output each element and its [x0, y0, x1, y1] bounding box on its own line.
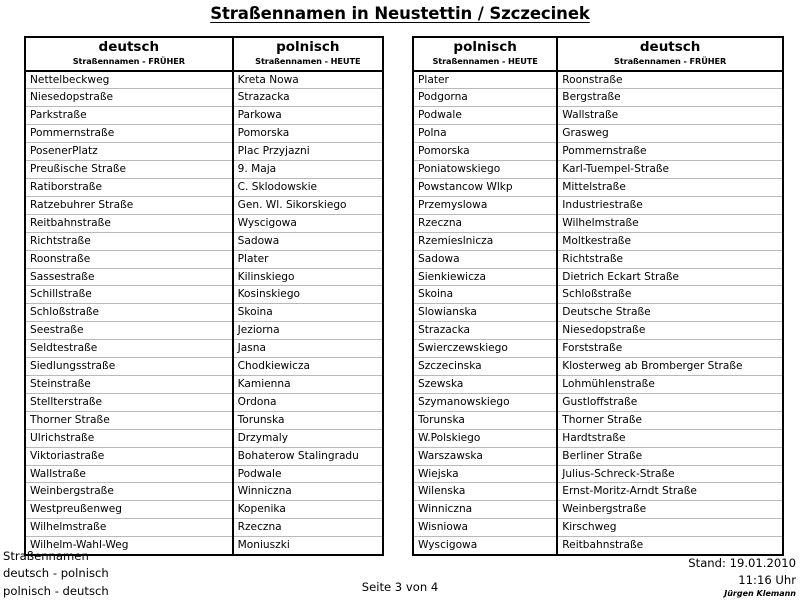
table-cell: Hardtstraße	[557, 429, 783, 447]
table-row	[25, 519, 383, 537]
table-cell: Westpreußenweg	[25, 501, 233, 519]
table-cell: Kosinskiego	[233, 286, 383, 304]
author-signature: Jürgen Klemann	[724, 589, 796, 598]
table-cell: Kilinskiego	[233, 268, 383, 286]
table-body	[25, 71, 383, 555]
table-header-row	[25, 37, 383, 71]
table-row	[413, 161, 783, 179]
table-cell: Przemyslowa	[413, 196, 557, 214]
table-row	[25, 268, 383, 286]
table-row	[25, 250, 383, 268]
table-cell: Kreta Nowa	[233, 71, 383, 89]
table-cell: Wyscigowa	[413, 537, 557, 555]
table-cell: Chodkiewicza	[233, 358, 383, 376]
table-row	[413, 250, 783, 268]
table-cell: Gen. Wl. Sikorskiego	[233, 196, 383, 214]
table-cell: Slowianska	[413, 304, 557, 322]
column-header-title: deutsch	[639, 39, 701, 55]
table-cell: 9. Maja	[233, 161, 383, 179]
column-header-subtitle: Straßennamen - FRÜHER	[72, 55, 185, 66]
table-cell: Podwale	[233, 465, 383, 483]
page-indicator: Seite 3 von 4	[361, 580, 439, 594]
table-cell: Plac Przyjazni	[233, 143, 383, 161]
table-cell: Dietrich Eckart Straße	[557, 268, 783, 286]
table-row	[25, 411, 383, 429]
column-header-polnisch	[233, 37, 383, 71]
column-header-deutsch	[557, 37, 783, 71]
table-cell: C. Sklodowskie	[233, 179, 383, 197]
table-row	[25, 143, 383, 161]
table-row	[413, 465, 783, 483]
tables-container	[0, 36, 800, 556]
table-cell: Ordona	[233, 393, 383, 411]
table-cell: Karl-Tuempel-Straße	[557, 161, 783, 179]
table-cell: Moniuszki	[233, 537, 383, 555]
table-cell: Wallstraße	[557, 107, 783, 125]
table-cell: Ulrichstraße	[25, 429, 233, 447]
table-row	[413, 429, 783, 447]
table-cell: Thorner Straße	[25, 411, 233, 429]
table-cell: Jasna	[233, 340, 383, 358]
table-row	[25, 447, 383, 465]
table-cell: Sassestraße	[25, 268, 233, 286]
table-cell: Winniczna	[413, 501, 557, 519]
table-cell: Plater	[233, 250, 383, 268]
column-header-subtitle: Straßennamen - HEUTE	[432, 55, 538, 66]
table-cell: Schloßstraße	[25, 304, 233, 322]
table-row	[25, 196, 383, 214]
table-cell: Schloßstraße	[557, 286, 783, 304]
table-row	[413, 89, 783, 107]
table-row	[413, 375, 783, 393]
table-cell: Sadowa	[233, 232, 383, 250]
table-row	[413, 519, 783, 537]
table-cell: Strazacka	[413, 322, 557, 340]
table-cell: Seestraße	[25, 322, 233, 340]
table-cell: Mittelstraße	[557, 179, 783, 197]
column-header-subtitle: Straßennamen - HEUTE	[255, 55, 361, 66]
table-cell: Ernst-Moritz-Arndt Straße	[557, 483, 783, 501]
table-row	[25, 322, 383, 340]
table-cell: Wallstraße	[25, 465, 233, 483]
table-row	[413, 286, 783, 304]
table-row	[25, 286, 383, 304]
table-cell: Wilhelmstraße	[557, 214, 783, 232]
table-cell: Parkowa	[233, 107, 383, 125]
table-row	[413, 125, 783, 143]
table-row	[413, 447, 783, 465]
street-name-table	[412, 36, 784, 556]
table-row	[25, 375, 383, 393]
table-row	[413, 483, 783, 501]
table-row	[25, 304, 383, 322]
table-row	[413, 71, 783, 89]
table-row	[413, 393, 783, 411]
table-cell: Berliner Straße	[557, 447, 783, 465]
table-cell: Ratiborstraße	[25, 179, 233, 197]
table-cell: Preußische Straße	[25, 161, 233, 179]
table-polish-to-german	[412, 36, 784, 556]
table-cell: Szczecinska	[413, 358, 557, 376]
table-cell: Parkstraße	[25, 107, 233, 125]
table-body	[413, 71, 783, 555]
table-cell: Reitbahnstraße	[25, 214, 233, 232]
table-row	[413, 268, 783, 286]
table-row	[25, 501, 383, 519]
table-row	[413, 322, 783, 340]
table-cell: Winniczna	[233, 483, 383, 501]
table-cell: Moltkestraße	[557, 232, 783, 250]
column-header-title: polnisch	[276, 39, 340, 55]
table-cell: PosenerPlatz	[25, 143, 233, 161]
table-cell: W.Polskiego	[413, 429, 557, 447]
table-cell: Thorner Straße	[557, 411, 783, 429]
table-cell: Plater	[413, 71, 557, 89]
table-cell: Rzeczna	[413, 214, 557, 232]
table-cell: Wisniowa	[413, 519, 557, 537]
table-cell: Drzymaly	[233, 429, 383, 447]
table-cell: Niesedopstraße	[25, 89, 233, 107]
table-cell: Siedlungsstraße	[25, 358, 233, 376]
table-cell: Jeziorna	[233, 322, 383, 340]
footer-line: polnisch - deutsch	[3, 583, 109, 598]
table-row	[25, 107, 383, 125]
table-header-row	[413, 37, 783, 71]
table-cell: Forststraße	[557, 340, 783, 358]
table-cell: Rzeczna	[233, 519, 383, 537]
table-cell: Industriestraße	[557, 196, 783, 214]
table-cell: Wiejska	[413, 465, 557, 483]
revision-date: Stand: 19.01.2010	[688, 556, 796, 570]
table-cell: Nettelbeckweg	[25, 71, 233, 89]
table-cell: Szymanowskiego	[413, 393, 557, 411]
table-row	[413, 107, 783, 125]
table-row	[25, 232, 383, 250]
table-cell: Sadowa	[413, 250, 557, 268]
table-cell: Pommernstraße	[557, 143, 783, 161]
table-cell: Kamienna	[233, 375, 383, 393]
table-row	[25, 125, 383, 143]
column-header-title: deutsch	[98, 39, 160, 55]
table-cell: Kirschweg	[557, 519, 783, 537]
table-row	[25, 179, 383, 197]
column-header-polnisch	[413, 37, 557, 71]
table-cell: Wilhelm-Wahl-Weg	[25, 537, 233, 555]
table-cell: Viktoriastraße	[25, 447, 233, 465]
table-cell: Steinstraße	[25, 375, 233, 393]
street-name-table	[24, 36, 384, 556]
page-title: Straßennamen in Neustettin / Szczecinek	[210, 4, 590, 23]
table-cell: Torunska	[413, 411, 557, 429]
table-cell: Roonstraße	[557, 71, 783, 89]
table-cell: Seldtestraße	[25, 340, 233, 358]
table-cell: Kopenika	[233, 501, 383, 519]
table-cell: Warszawska	[413, 447, 557, 465]
table-row	[25, 71, 383, 89]
table-cell: Pomorska	[413, 143, 557, 161]
table-cell: Powstancow Wlkp	[413, 179, 557, 197]
table-row	[413, 411, 783, 429]
table-cell: Szewska	[413, 375, 557, 393]
table-cell: Schillstraße	[25, 286, 233, 304]
table-cell: Deutsche Straße	[557, 304, 783, 322]
table-cell: Ratzebuhrer Straße	[25, 196, 233, 214]
table-row	[413, 179, 783, 197]
table-row	[413, 143, 783, 161]
table-cell: Wilhelmstraße	[25, 519, 233, 537]
table-cell: Poniatowskiego	[413, 161, 557, 179]
table-cell: Skoina	[413, 286, 557, 304]
table-cell: Stellterstraße	[25, 393, 233, 411]
table-cell: Wyscigowa	[233, 214, 383, 232]
table-cell: Pommernstraße	[25, 125, 233, 143]
table-cell: Strazacka	[233, 89, 383, 107]
table-row	[413, 501, 783, 519]
table-german-to-polish	[24, 36, 384, 556]
table-cell: Roonstraße	[25, 250, 233, 268]
table-row	[413, 196, 783, 214]
column-header-subtitle: Straßennamen - FRÜHER	[614, 55, 727, 66]
table-row	[25, 214, 383, 232]
table-cell: Sienkiewicza	[413, 268, 557, 286]
revision-time: 11:16 Uhr	[738, 572, 796, 587]
table-cell: Weinbergstraße	[557, 501, 783, 519]
table-row	[25, 393, 383, 411]
table-cell: Grasweg	[557, 125, 783, 143]
table-row	[413, 340, 783, 358]
table-row	[413, 358, 783, 376]
footer-meta	[688, 555, 796, 600]
page-footer	[0, 540, 800, 600]
table-cell: Rzemieslnicza	[413, 232, 557, 250]
table-row	[25, 429, 383, 447]
table-cell: Weinbergstraße	[25, 483, 233, 501]
table-cell: Gustloffstraße	[557, 393, 783, 411]
table-row	[25, 358, 383, 376]
table-cell: Reitbahnstraße	[557, 537, 783, 555]
table-cell: Wilenska	[413, 483, 557, 501]
table-cell: Richtstraße	[25, 232, 233, 250]
table-row	[413, 304, 783, 322]
footer-line: Straßennamen	[3, 548, 89, 563]
table-row	[25, 465, 383, 483]
table-cell: Richtstraße	[557, 250, 783, 268]
table-cell: Lohmühlenstraße	[557, 375, 783, 393]
table-cell: Podgorna	[413, 89, 557, 107]
table-cell: Swierczewskiego	[413, 340, 557, 358]
table-cell: Bohaterow Stalingradu	[233, 447, 383, 465]
table-cell: Niesedopstraße	[557, 322, 783, 340]
table-cell: Podwale	[413, 107, 557, 125]
table-cell: Skoina	[233, 304, 383, 322]
column-header-title: polnisch	[453, 39, 517, 55]
table-cell: Bergstraße	[557, 89, 783, 107]
footer-line: deutsch - polnisch	[3, 566, 109, 580]
table-cell: Torunska	[233, 411, 383, 429]
table-cell: Polna	[413, 125, 557, 143]
table-row	[25, 161, 383, 179]
table-cell: Pomorska	[233, 125, 383, 143]
table-row	[25, 89, 383, 107]
table-row	[413, 232, 783, 250]
table-cell: Julius-Schreck-Straße	[557, 465, 783, 483]
column-header-deutsch	[25, 37, 233, 71]
table-cell: Klosterweg ab Bromberger Straße	[557, 358, 783, 376]
table-row	[25, 483, 383, 501]
table-row	[413, 214, 783, 232]
table-row	[25, 340, 383, 358]
